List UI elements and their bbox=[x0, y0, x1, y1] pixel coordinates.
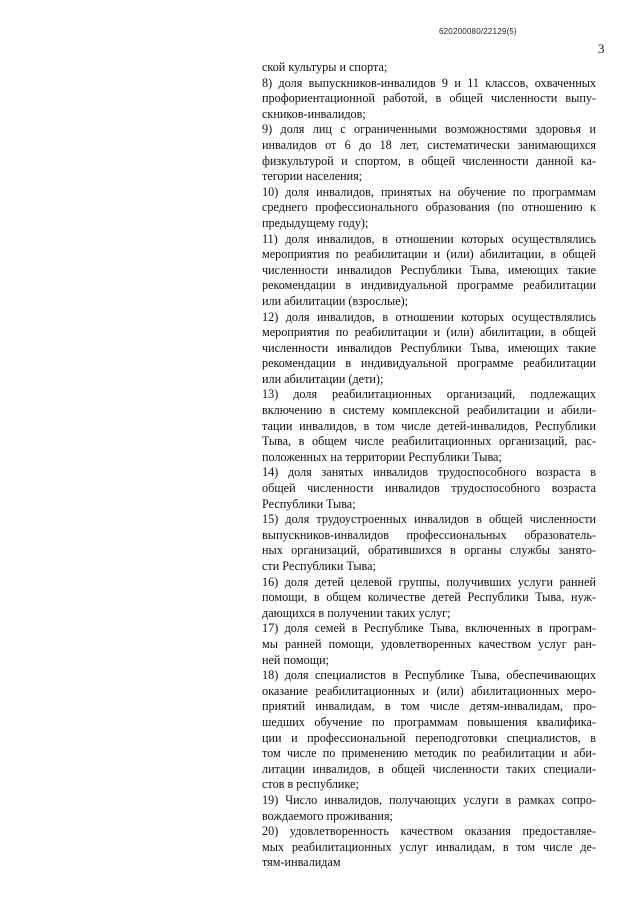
text-line: шедших обучение по программам повышения квалифика- bbox=[262, 714, 596, 729]
text-line: оказание реабилитационных и (или) абилитационных меро- bbox=[262, 683, 596, 698]
text-line: ции и профессиональной переподготовки специалистов, в bbox=[262, 730, 596, 745]
text-line: положенных на территории Республики Тыва; bbox=[262, 449, 502, 464]
text-line: численности инвалидов Республики Тыва, имеющих такие bbox=[262, 340, 596, 355]
page-number: 3 bbox=[598, 41, 605, 56]
text-line: 15) доля трудоустроенных инвалидов в общей численности bbox=[262, 512, 596, 527]
list-item bbox=[262, 122, 596, 184]
text-line: инвалидов от 6 до 18 лет, систематически занимающихся bbox=[262, 137, 596, 152]
text-line: 19) Число инвалидов, получающих услуги в рамках сопро- bbox=[262, 792, 596, 807]
text-line: 10) доля инвалидов, принятых на обучение по программам bbox=[262, 184, 596, 199]
text-line: 9) доля лиц с ограниченными возможностями здоровья и bbox=[262, 122, 596, 137]
text-line: 16) доля детей целевой группы, получивших услуги ранней bbox=[262, 574, 596, 589]
text-line: ных организаций, обратившихся в органы службы занято- bbox=[262, 543, 596, 558]
text-line: мы ранней помощи, удовлетворенных качеством услуг ран- bbox=[262, 636, 596, 651]
document-body bbox=[262, 60, 596, 871]
text-line: рекомендации в индивидуальной программе реабилитации bbox=[262, 278, 596, 293]
text-line: численности инвалидов Республики Тыва, имеющих такие bbox=[262, 262, 596, 277]
list-item bbox=[262, 575, 596, 622]
text-line: 17) доля семей в Республике Тыва, включенных в програм- bbox=[262, 621, 596, 636]
text-line: или абилитации (взрослые); bbox=[262, 293, 409, 308]
list-item bbox=[262, 621, 596, 668]
text-line: мых реабилитационных услуг инвалидам, в том числе де- bbox=[262, 839, 596, 854]
text-line: профориентационной работой, в общей численности выпу- bbox=[262, 91, 596, 106]
text-line: общей численности инвалидов трудоспособного возраста bbox=[262, 481, 596, 496]
text-line: 11) доля инвалидов, в отношении которых осуществлялись bbox=[262, 231, 596, 246]
text-line: помощи, в общем количестве детей Республики Тыва, нуж- bbox=[262, 590, 596, 605]
document-code: 620200080/22129(5) bbox=[439, 27, 517, 36]
text-line: 12) доля инвалидов, в отношении которых осуществлялись bbox=[262, 309, 596, 324]
text-line: выпускников-инвалидов профессиональных образователь- bbox=[262, 527, 596, 542]
list-item bbox=[262, 310, 596, 388]
text-line: предыдущему году); bbox=[262, 215, 369, 230]
list-item bbox=[262, 387, 596, 465]
list-item bbox=[262, 185, 596, 232]
text-line: рекомендации в индивидуальной программе реабилитации bbox=[262, 356, 596, 371]
list-item bbox=[262, 60, 596, 76]
text-line: мероприятия по реабилитации и (или) абилитации, в общей bbox=[262, 325, 596, 340]
text-line: 14) доля занятых инвалидов трудоспособного возраста в bbox=[262, 465, 596, 480]
text-line: физкультурой и спортом, в общей численности данной ка- bbox=[262, 153, 596, 168]
text-line: стов в республике; bbox=[262, 777, 359, 792]
text-line: литации инвалидов, в общей численности таких специали- bbox=[262, 761, 596, 776]
text-line: ской культуры и спорта; bbox=[262, 60, 388, 74]
text-line: том числе по применению методик по реабилитации и аби- bbox=[262, 746, 596, 761]
text-line: скников-инвалидов; bbox=[262, 106, 366, 121]
text-line: или абилитации (дети); bbox=[262, 371, 384, 386]
text-line: тации инвалидов, в том числе детей-инвалидов, Республики bbox=[262, 418, 596, 433]
text-line: 18) доля специалистов в Республике Тыва, обеспечивающих bbox=[262, 668, 596, 683]
text-line: среднего профессионального образования (по отношению к bbox=[262, 200, 596, 215]
text-line: тям-инвалидам bbox=[262, 855, 341, 870]
text-line: сти Республики Тыва; bbox=[262, 559, 376, 573]
list-item bbox=[262, 465, 596, 512]
list-item bbox=[262, 824, 596, 871]
text-line: 20) удовлетворенность качеством оказания предоставляе- bbox=[262, 824, 596, 839]
list-item bbox=[262, 232, 596, 310]
text-line: приятий инвалидам, в том числе детям-инвалидам, про- bbox=[262, 699, 596, 714]
text-line: Республики Тыва; bbox=[262, 496, 356, 511]
text-line: включению в систему комплексной реабилитации и абили- bbox=[262, 403, 596, 418]
list-item bbox=[262, 76, 596, 123]
list-item bbox=[262, 512, 596, 574]
text-line: дающихся в получении таких услуг; bbox=[262, 605, 451, 620]
text-line: вождаемого проживания; bbox=[262, 808, 393, 823]
text-line: мероприятия по реабилитации и (или) абилитации, в общей bbox=[262, 247, 596, 262]
text-line: 8) доля выпускников-инвалидов 9 и 11 классов, охваченных bbox=[262, 75, 596, 90]
text-line: 13) доля реабилитационных организаций, подлежащих bbox=[262, 387, 596, 402]
list-item bbox=[262, 668, 596, 793]
text-line: Тыва, в общем числе реабилитационных организаций, рас- bbox=[262, 434, 596, 449]
text-line: ней помощи; bbox=[262, 652, 329, 667]
list-item bbox=[262, 793, 596, 824]
text-line: тегории населения; bbox=[262, 169, 363, 184]
